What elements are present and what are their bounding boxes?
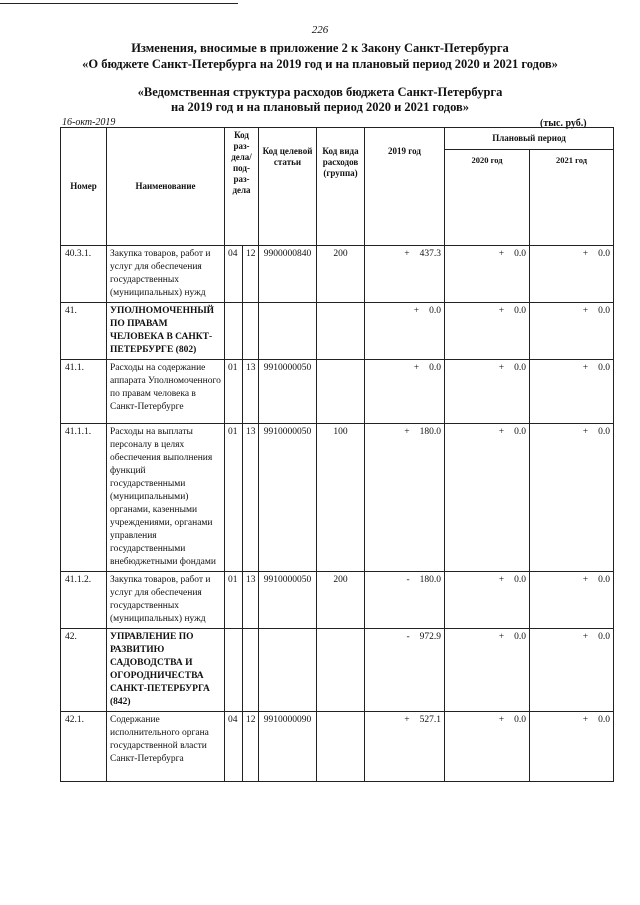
page-number: 226: [311, 24, 329, 36]
row-target-code: 9910000050: [259, 360, 317, 424]
row-2021-sign: +: [582, 363, 589, 373]
row-target-code: 9910000090: [259, 712, 317, 782]
row-2021-value: 0.0: [598, 363, 610, 373]
row-subsection: 12: [243, 246, 259, 303]
row-2020-sign: +: [498, 363, 505, 373]
table-row: [61, 246, 614, 303]
row-expense-type: 200: [317, 246, 365, 303]
row-2021-value: 0.0: [598, 249, 610, 259]
row-number: 41.1.1.: [61, 424, 107, 572]
row-expense-type: 100: [317, 424, 365, 572]
table-row: [61, 572, 614, 629]
budget-table: [60, 127, 614, 782]
document-date: 16-окт-2019: [62, 117, 116, 128]
row-section: 01: [225, 424, 243, 572]
row-section: 01: [225, 360, 243, 424]
row-2020-value: 0.0: [514, 306, 526, 316]
row-section: 04: [225, 712, 243, 782]
row-2019-sign: +: [404, 715, 410, 725]
top-rule: [0, 3, 238, 4]
row-target-code: 9910000050: [259, 424, 317, 572]
row-2019-value: 180.0: [419, 575, 441, 585]
row-target-code: [259, 629, 317, 712]
row-2019-sign: +: [404, 427, 410, 437]
row-name: Закупка товаров, работ и услуг для обеспечения государственных (муниципальных) нужд: [107, 572, 225, 629]
title-line-2: «О бюджете Санкт-Петербурга на 2019 год и на плановый период 2020 и 2021 годов»: [82, 57, 558, 71]
row-2021-sign: +: [582, 249, 589, 259]
row-target-code: 9910000050: [259, 572, 317, 629]
row-expense-type: 200: [317, 572, 365, 629]
table-row: [61, 360, 614, 424]
row-2019-sign: -: [406, 632, 410, 642]
row-2019-value: 527.1: [419, 715, 441, 725]
header-2019: 2019 год: [365, 128, 445, 246]
row-name: Закупка товаров, работ и услуг для обеспечения государственных (муниципальных) нужд: [107, 246, 225, 303]
row-2020-value: 0.0: [514, 575, 526, 585]
row-name: Содержание исполнительного органа государственной власти Санкт-Петербурга: [107, 712, 225, 782]
row-2019-value: 972.9: [419, 632, 441, 642]
row-expense-type: [317, 360, 365, 424]
row-number: 41.1.2.: [61, 572, 107, 629]
row-2021-sign: +: [582, 632, 589, 642]
row-subsection: 12: [243, 712, 259, 782]
header-section-code: Код раз- дела/ под- раз- дела: [225, 128, 259, 246]
row-section: [225, 629, 243, 712]
header-number: Номер: [61, 128, 107, 246]
row-2020-sign: +: [498, 249, 505, 259]
row-expense-type: [317, 712, 365, 782]
row-2021-value: 0.0: [598, 715, 610, 725]
row-2020-sign: +: [498, 632, 505, 642]
row-2019-sign: +: [404, 249, 410, 259]
row-2021-sign: +: [582, 575, 589, 585]
header-name: Наименование: [107, 128, 225, 246]
table-row: [61, 424, 614, 572]
row-2021-sign: +: [582, 427, 589, 437]
row-2019-value: 437.3: [419, 249, 441, 259]
row-number: 41.1.: [61, 360, 107, 424]
row-2020-value: 0.0: [514, 427, 526, 437]
header-2021: 2021 год: [530, 150, 614, 246]
row-number: 42.: [61, 629, 107, 712]
units-label: (тыс. руб.): [540, 118, 587, 129]
title-line-1: Изменения, вносимые в приложение 2 к Закону Санкт-Петербурга: [131, 41, 509, 55]
row-name: Расходы на выплаты персоналу в целях обеспечения выполнения функций государственными (муниципальными) органами, казенными учреждениями, органами управления государственными внебюджетными фондами: [107, 424, 225, 572]
row-target-code: 9900000840: [259, 246, 317, 303]
row-target-code: [259, 303, 317, 360]
row-section: 01: [225, 572, 243, 629]
row-2021-value: 0.0: [598, 632, 610, 642]
row-2019-sign: +: [413, 363, 420, 373]
document-subtitle: [0, 85, 640, 115]
subtitle-line-2: на 2019 год и на плановый период 2020 и 2021 годов»: [170, 100, 470, 114]
table-row: [61, 712, 614, 782]
row-subsection: 13: [243, 424, 259, 572]
row-2020-value: 0.0: [514, 363, 526, 373]
row-2020-sign: +: [498, 715, 505, 725]
row-subsection: 13: [243, 360, 259, 424]
row-expense-type: [317, 629, 365, 712]
row-2021-value: 0.0: [598, 575, 610, 585]
row-2021-value: 0.0: [598, 306, 610, 316]
subtitle-line-1: «Ведомственная структура расходов бюджета Санкт-Петербурга: [137, 85, 503, 99]
row-subsection: [243, 303, 259, 360]
row-section: [225, 303, 243, 360]
row-subsection: 13: [243, 572, 259, 629]
row-expense-type: [317, 303, 365, 360]
row-name: Расходы на содержание аппарата Уполномоченного по правам человека в Санкт-Петербурге: [107, 360, 225, 424]
header-2020: 2020 год: [445, 150, 530, 246]
row-number: 41.: [61, 303, 107, 360]
row-subsection: [243, 629, 259, 712]
row-name: УПОЛНОМОЧЕННЫЙ ПО ПРАВАМ ЧЕЛОВЕКА В САНКТ-ПЕТЕРБУРГЕ (802): [107, 303, 225, 360]
row-2020-value: 0.0: [514, 632, 526, 642]
header-expense-type: Код вида расходов (группа): [317, 128, 365, 246]
row-2020-value: 0.0: [514, 715, 526, 725]
row-number: 42.1.: [61, 712, 107, 782]
row-2020-value: 0.0: [514, 249, 526, 259]
row-2020-sign: +: [498, 575, 505, 585]
row-2019-sign: +: [413, 306, 420, 316]
row-2021-value: 0.0: [598, 427, 610, 437]
row-number: 40.3.1.: [61, 246, 107, 303]
row-name: УПРАВЛЕНИЕ ПО РАЗВИТИЮ САДОВОДСТВА И ОГОРОДНИЧЕСТВА САНКТ-ПЕТЕРБУРГА (842): [107, 629, 225, 712]
header-planned-period: Плановый период: [445, 128, 614, 150]
table-row: [61, 303, 614, 360]
row-section: 04: [225, 246, 243, 303]
row-2019-value: 0.0: [429, 363, 441, 373]
row-2021-sign: +: [582, 715, 589, 725]
row-2020-sign: +: [498, 306, 505, 316]
table-row: [61, 629, 614, 712]
row-2020-sign: +: [498, 427, 505, 437]
row-2019-value: 0.0: [429, 306, 441, 316]
document-title: [0, 40, 640, 72]
row-2019-sign: -: [406, 575, 410, 585]
row-2019-value: 180.0: [419, 427, 441, 437]
header-target-code: Код целевой статьи: [259, 128, 317, 246]
row-2021-sign: +: [582, 306, 589, 316]
